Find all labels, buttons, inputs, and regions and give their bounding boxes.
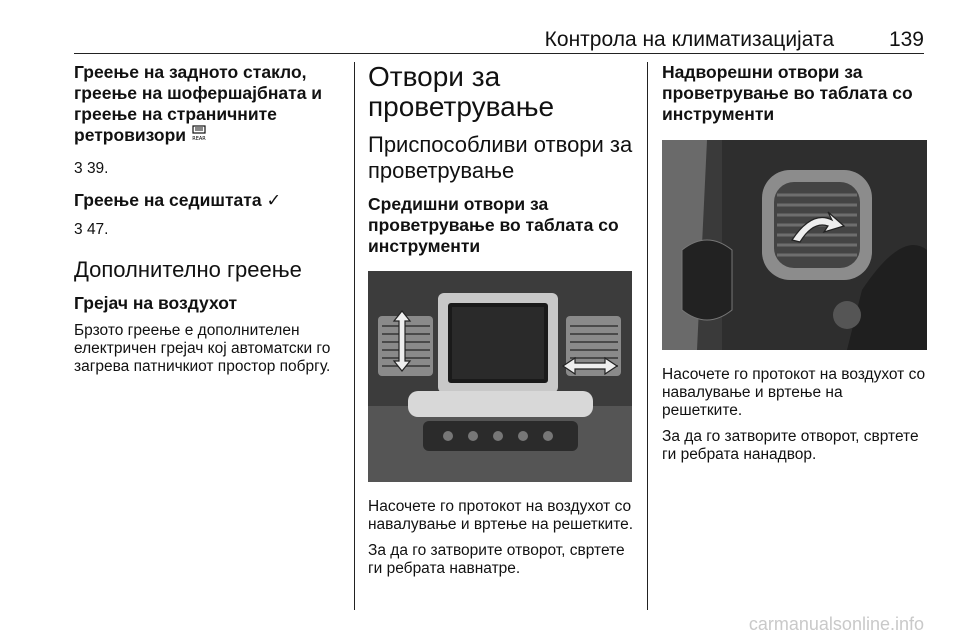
column-divider-1 xyxy=(354,62,355,610)
center-vents-illustration xyxy=(368,271,632,482)
column-2 xyxy=(368,62,634,578)
rear-window-heating-icon xyxy=(191,125,207,148)
heading-additional-heating: Дополнително греење xyxy=(74,257,302,282)
paragraph-air-heater: Брзото греење е дополнителен електричен грејач кој автоматски го загрева патничкиот простор побргу. xyxy=(74,322,331,375)
paragraph-direct-airflow: Насочете го протокот на воздухот со навалување и вртење на решетките. xyxy=(662,366,926,419)
paragraph-direct-airflow: Насочете го протокот на воздухот со навалување и вртење на решетките. xyxy=(368,498,634,533)
page-header xyxy=(74,28,924,54)
page-ref-arrow-icon: 3 xyxy=(74,221,83,238)
heading-center-vents: Средишни отвори за проветрување во таблата со инструменти xyxy=(368,194,619,256)
column-3 xyxy=(662,62,927,464)
heading-air-heater: Грејач на воздухот xyxy=(74,293,238,313)
running-title: Контрола на климатизацијата xyxy=(544,28,834,51)
column-divider-2 xyxy=(647,62,648,610)
cross-reference-39[interactable]: 3 39. xyxy=(74,160,109,177)
paragraph-close-vent: За да го затворите отворот, свртете ги ребрата нанадвор. xyxy=(662,428,919,463)
paragraph-close-vent: За да го затворите отворот, свртете ги ребрата навнатре. xyxy=(368,542,625,577)
page-number: 139 xyxy=(888,28,924,51)
header-rule xyxy=(74,53,924,54)
heading-outer-vents: Надворешни отвори за проветрување во таблата со инструменти xyxy=(662,62,913,124)
column-1 xyxy=(74,62,354,376)
seat-heating-icon: ✓ xyxy=(266,190,282,210)
outer-vent-illustration xyxy=(662,140,927,350)
svg-text:REAR: REAR xyxy=(192,136,206,141)
heading-air-vents: Отвори за проветрување xyxy=(368,61,555,122)
watermark: carmanualsonline.info xyxy=(748,614,924,634)
heading-seat-heating: Греење на седиштата ✓ xyxy=(74,190,282,210)
heading-adjustable-vents: Приспособливи отвори за проветрување xyxy=(368,132,633,183)
cross-reference-47[interactable]: 3 47. xyxy=(74,221,109,238)
heading-rear-window-heating: Греење на задното стакло, греење на шофершајбната и греење на страничните ретровизори REAR xyxy=(74,62,354,148)
page-ref-arrow-icon: 3 xyxy=(74,160,83,177)
